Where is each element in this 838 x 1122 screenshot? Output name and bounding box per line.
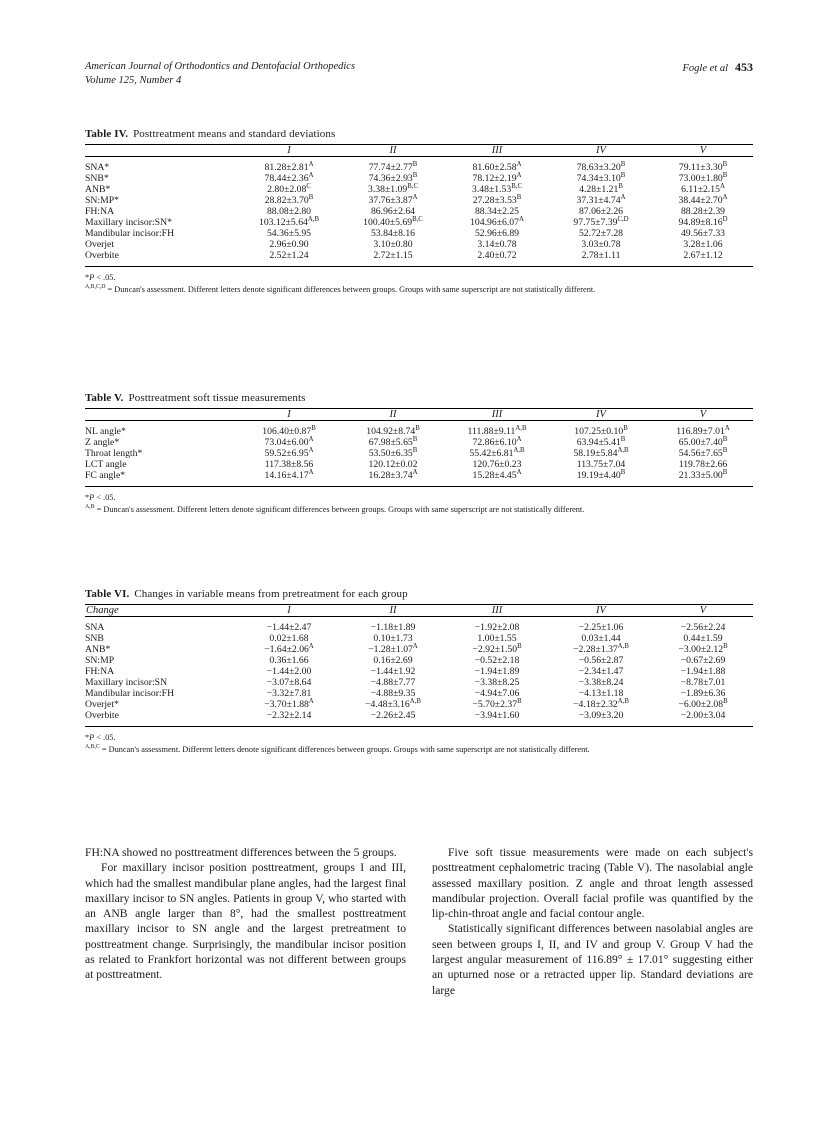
page-number: 453 <box>735 60 753 74</box>
table-cell: $59.52\pm 6.95^A$ <box>264 446 314 459</box>
table-cell: −0.52±2.18 <box>474 655 520 666</box>
table-cell: $53.50\pm 6.35^B$ <box>368 446 418 459</box>
column-header-4: IV <box>549 409 653 421</box>
table-title: Posttreatment soft tissue measurements <box>128 392 306 404</box>
body-paragraph: FH:NA showed no posttreatment differences between the 5 groups. <box>85 846 397 859</box>
table-cell: $21.33\pm 5.00^B$ <box>678 468 728 481</box>
table-bottom-rule <box>85 481 753 487</box>
table-title: Posttreatment means and standard deviations <box>133 128 336 140</box>
table-caption <box>85 392 753 404</box>
row-label: SNA <box>85 622 105 633</box>
table-cell: 53.84±8.16 <box>370 228 416 239</box>
table-cell: $73.00\pm 1.80^B$ <box>678 171 728 184</box>
row-label: FC angle* <box>85 470 126 481</box>
table-cell: −4.13±1.18 <box>578 688 624 699</box>
table-cell: $72.86\pm 6.10^A$ <box>472 435 522 448</box>
table-cell: 0.44±1.59 <box>683 633 723 644</box>
table-cell: 3.14±0.78 <box>477 239 517 250</box>
row-label: FH:NA <box>85 666 115 677</box>
table-cell: 52.72±7.28 <box>578 228 624 239</box>
row-label: Throat length* <box>85 448 143 459</box>
table-cell: $6.11\pm 2.15^A$ <box>681 182 725 195</box>
row-label: Mandibular incisor:FH <box>85 228 175 239</box>
table-cell: −3.07±8.64 <box>266 677 312 688</box>
table-cell: 88.08±2.80 <box>266 206 312 217</box>
table-cell: 88.34±2.25 <box>474 206 520 217</box>
table-cell: $97.75\pm 7.39^{C,D}$ <box>573 215 629 228</box>
table-cell: −2.26±2.45 <box>370 710 416 721</box>
table-cell: −3.09±3.20 <box>578 710 624 721</box>
row-label: LCT angle <box>85 459 127 470</box>
table-footnote <box>85 272 753 295</box>
table-cell: −1.89±6.36 <box>680 688 726 699</box>
journal-info <box>85 60 355 88</box>
column-header-5: V <box>653 145 753 157</box>
table-cell: $-1.64\pm 2.06^A$ <box>264 642 314 655</box>
column-header-1: I <box>237 409 341 421</box>
column-header-label <box>85 145 237 157</box>
table-number: Table V. <box>85 392 124 404</box>
row-label: ANB* <box>85 644 111 655</box>
table-cell: $81.60\pm 2.58^A$ <box>472 160 522 173</box>
column-header-3: III <box>445 409 549 421</box>
table-cell: 2.40±0.72 <box>477 250 517 261</box>
table-row <box>85 217 753 228</box>
table-cell: −3.94±1.60 <box>474 710 520 721</box>
table-cell: 120.76±0.23 <box>472 459 522 470</box>
table-cell: $-2.28\pm 1.37^{A,B}$ <box>573 642 629 655</box>
footnote-significance: *P < .05. <box>85 733 116 742</box>
body-paragraph: For maxillary incisor position posttreatment, groups I and III, which had the smallest mandibular plane angles, had the largest final maxillary incisor to SN angles. Patients in group V, who started with an ANB angle larger than 8°, had the smallest posttreatment maxillary incisor to SN angle and the largest pretreatment to posttreatment change. Surprisingly, the mandibular incisor position as related to Frankfort horizontal was not different between groups at posttreatment. <box>85 861 406 982</box>
table-cell: $54.56\pm 7.65^B$ <box>678 446 728 459</box>
table-cell: −3.32±7.81 <box>266 688 312 699</box>
row-label: Z angle* <box>85 437 120 448</box>
table-cell: $3.38\pm 1.09^{B,C}$ <box>368 182 418 195</box>
table-cell: 2.72±1.15 <box>373 250 413 261</box>
table-row <box>85 162 753 173</box>
table-row <box>85 448 753 459</box>
table-bottom-rule <box>85 261 753 267</box>
table-cell: $74.34\pm 3.10^B$ <box>576 171 626 184</box>
column-header-label <box>85 409 237 421</box>
table-cell: 2.67±1.12 <box>683 250 723 261</box>
footnote-duncan: $^{A,B,C,D}$ = Duncan's assessment. Different letters denote significant differences between groups. Groups with same superscript are not statistically different. <box>85 283 596 294</box>
table-row <box>85 622 753 633</box>
table-cell: −1.18±1.89 <box>370 622 416 633</box>
table-cell: 52.96±6.89 <box>474 228 520 239</box>
table-caption <box>85 128 753 140</box>
row-label: SNB <box>85 633 104 644</box>
table-cell: $58.19\pm 5.84^{A,B}$ <box>573 446 629 459</box>
table-block-4 <box>85 128 753 295</box>
table-cell: 49.56±7.33 <box>680 228 726 239</box>
table-cell: −1.44±2.47 <box>266 622 312 633</box>
table-row <box>85 184 753 195</box>
row-label: Overbite <box>85 250 119 261</box>
footnote-significance: *P < .05. <box>85 273 116 282</box>
table-cell: $73.04\pm 6.00^A$ <box>264 435 314 448</box>
table-cell: $67.98\pm 5.65^B$ <box>368 435 418 448</box>
data-table <box>85 408 753 487</box>
table-row <box>85 677 753 688</box>
table-cell: −0.56±2.87 <box>578 655 624 666</box>
table-cell: $107.25\pm 0.10^B$ <box>574 424 628 437</box>
table-cell: −3.38±8.25 <box>474 677 520 688</box>
table-cell: $81.28\pm 2.81^A$ <box>264 160 314 173</box>
table-cell: $78.44\pm 2.36^A$ <box>264 171 314 184</box>
table-cell: $-6.00\pm 2.08^B$ <box>678 697 728 710</box>
footnote-duncan: $^{A,B}$ = Duncan's assessment. Different letters denote significant differences between groups. Groups with same superscript are not statistically different. <box>85 503 585 514</box>
table-block-5 <box>85 392 753 515</box>
journal-title: American Journal of Orthodontics and Dentofacial Orthopedics <box>85 61 356 72</box>
row-label: ANB* <box>85 184 111 195</box>
column-header-3: III <box>445 605 549 617</box>
table-cell: $15.28\pm 4.45^A$ <box>472 468 522 481</box>
table-footnote <box>85 492 753 515</box>
table-row <box>85 470 753 481</box>
table-row <box>85 644 753 655</box>
table-row <box>85 195 753 206</box>
row-label: NL angle* <box>85 426 126 437</box>
column-header-1: I <box>237 605 341 617</box>
table-cell: $104.96\pm 6.07^A$ <box>470 215 524 228</box>
table-cell: $77.74\pm 2.77^B$ <box>368 160 418 173</box>
table-cell: $100.40\pm 5.69^{B,C}$ <box>363 215 423 228</box>
table-cell: 0.36±1.66 <box>269 655 309 666</box>
table-cell: −2.32±2.14 <box>266 710 312 721</box>
row-label: Mandibular incisor:FH <box>85 688 175 699</box>
body-paragraph: Statistically significant differences between nasolabial angles are seen between groups I, II, and IV and group V. Group V had the largest angular measurement of 116.89° ± 17.01° suggesting either an upturned nose or a retracted upper lip. Standard deviations are large <box>432 922 753 997</box>
table-caption <box>85 588 753 600</box>
table-cell: −0.67±2.69 <box>680 655 726 666</box>
table-cell: $37.31\pm 4.74^A$ <box>576 193 626 206</box>
table-number: Table VI. <box>85 588 130 600</box>
table-cell: −2.56±2.24 <box>680 622 726 633</box>
table-cell: $116.89\pm 7.01^A$ <box>676 424 730 437</box>
column-header-label: Change <box>85 605 237 617</box>
table-cell: $-2.92\pm 1.50^B$ <box>472 642 522 655</box>
table-cell: −3.38±8.24 <box>578 677 624 688</box>
table-block-6 <box>85 588 753 755</box>
table-cell: 54.36±5.95 <box>266 228 312 239</box>
column-header-3: III <box>445 145 549 157</box>
table-cell: $74.36\pm 2.93^B$ <box>368 171 418 184</box>
table-cell: −2.34±1.47 <box>578 666 624 677</box>
journal-volume: Volume 125, Number 4 <box>85 75 182 86</box>
body-text <box>85 845 753 998</box>
row-label: SN:MP <box>85 655 115 666</box>
table-cell: $-5.70\pm 2.37^B$ <box>472 697 522 710</box>
table-row <box>85 666 753 677</box>
table-cell: −1.92±2.08 <box>474 622 520 633</box>
table-cell: $94.89\pm 8.16^D$ <box>678 215 728 228</box>
table-cell: 3.03±0.78 <box>581 239 621 250</box>
row-label: Overjet* <box>85 699 119 710</box>
table-row <box>85 239 753 250</box>
table-cell: 0.16±2.69 <box>373 655 413 666</box>
table-cell: −4.88±7.77 <box>370 677 416 688</box>
table-cell: $104.92\pm 8.74^B$ <box>366 424 420 437</box>
table-row <box>85 437 753 448</box>
table-cell: −1.94±1.89 <box>474 666 520 677</box>
table-row <box>85 426 753 437</box>
table-cell: 2.96±0.90 <box>269 239 309 250</box>
row-label: Overjet <box>85 239 115 250</box>
table-cell: $38.44\pm 2.70^A$ <box>678 193 728 206</box>
table-row <box>85 633 753 644</box>
table-cell: 1.00±1.55 <box>477 633 517 644</box>
table-header-row <box>85 145 753 157</box>
column-header-2: II <box>341 409 445 421</box>
table-cell: $2.80\pm 2.08^C$ <box>267 182 311 195</box>
table-cell: $65.00\pm 7.40^B$ <box>678 435 728 448</box>
table-row <box>85 250 753 261</box>
row-label: SNB* <box>85 173 109 184</box>
table-cell: −1.94±1.88 <box>680 666 726 677</box>
table-cell: 113.75±7.04 <box>576 459 626 470</box>
table-cell: $37.76\pm 3.87^A$ <box>368 193 418 206</box>
table-row <box>85 710 753 721</box>
table-cell: $14.16\pm 4.17^A$ <box>264 468 314 481</box>
row-label: SN:MP* <box>85 195 119 206</box>
column-header-4: IV <box>549 605 653 617</box>
table-cell: 3.28±1.06 <box>683 239 723 250</box>
footnote-significance: *P < .05. <box>85 493 116 502</box>
column-header-1: I <box>237 145 341 157</box>
table-cell: $16.28\pm 3.74^A$ <box>368 468 418 481</box>
table-cell: 120.12±0.02 <box>368 459 418 470</box>
table-cell: $106.40\pm 0.87^B$ <box>262 424 316 437</box>
table-cell: 2.52±1.24 <box>269 250 309 261</box>
footnote-duncan: $^{A,B,C}$ = Duncan's assessment. Different letters denote significant differences between groups. Groups with same superscript are not statistically different. <box>85 743 590 754</box>
table-row <box>85 459 753 470</box>
table-cell: $4.28\pm 1.21^B$ <box>579 182 623 195</box>
table-cell: 119.78±2.66 <box>678 459 728 470</box>
table-cell: $-4.48\pm 3.16^{A,B}$ <box>365 697 421 710</box>
column-header-4: IV <box>549 145 653 157</box>
table-cell: $19.19\pm 4.40^B$ <box>576 468 626 481</box>
table-cell: $-4.18\pm 2.32^{A,B}$ <box>573 697 629 710</box>
data-table <box>85 604 753 727</box>
row-label: FH:NA <box>85 206 115 217</box>
table-bottom-rule <box>85 721 753 727</box>
table-cell: $-3.70\pm 1.88^A$ <box>264 697 314 710</box>
table-cell: $78.63\pm 3.20^B$ <box>576 160 626 173</box>
table-cell: −8.78±7.01 <box>680 677 726 688</box>
table-number: Table IV. <box>85 128 129 140</box>
author-names: Fogle et al <box>682 63 728 74</box>
body-column-right <box>432 845 753 998</box>
table-cell: $55.42\pm 6.81^{A,B}$ <box>469 446 525 459</box>
running-head-right <box>683 60 754 76</box>
row-label: Maxillary incisor:SN <box>85 677 168 688</box>
row-label: Maxillary incisor:SN* <box>85 217 172 228</box>
table-cell: 0.10±1.73 <box>373 633 413 644</box>
table-cell: −1.44±1.92 <box>370 666 416 677</box>
table-cell: 0.03±1.44 <box>581 633 621 644</box>
table-header-row <box>85 409 753 421</box>
table-cell: 86.96±2.64 <box>370 206 416 217</box>
table-cell: 88.28±2.39 <box>680 206 726 217</box>
body-paragraph: Five soft tissue measurements were made on each subject's posttreatment cephalometric tracing (Table V). The nasolabial angle assessed maxillary position. Z angle and throat length assessed mandibular projection. Overall facial profile was quantified by the lip-chin-throat angle and facial contour angle. <box>432 846 753 921</box>
table-footnote <box>85 732 753 755</box>
table-cell: −2.00±3.04 <box>680 710 726 721</box>
table-title: Changes in variable means from pretreatment for each group <box>134 588 408 600</box>
table-row <box>85 699 753 710</box>
column-header-2: II <box>341 145 445 157</box>
row-label: Overbite <box>85 710 119 721</box>
column-header-2: II <box>341 605 445 617</box>
table-cell: 117.38±8.56 <box>264 459 314 470</box>
column-header-5: V <box>653 605 753 617</box>
column-header-5: V <box>653 409 753 421</box>
table-cell: $63.94\pm 5.41^B$ <box>576 435 626 448</box>
table-cell: $-3.00\pm 2.12^B$ <box>678 642 728 655</box>
table-cell: $103.12\pm 5.64^{A,B}$ <box>258 215 320 228</box>
body-column-left <box>85 845 406 998</box>
data-table <box>85 144 753 267</box>
row-label: SNA* <box>85 162 110 173</box>
table-header-row <box>85 605 753 617</box>
table-cell: $3.48\pm 1.53^{B,C}$ <box>472 182 522 195</box>
table-row <box>85 228 753 239</box>
table-cell: $-1.28\pm 1.07^A$ <box>368 642 418 655</box>
table-cell: −2.25±1.06 <box>578 622 624 633</box>
table-cell: 0.02±1.68 <box>269 633 309 644</box>
running-head <box>85 60 753 88</box>
table-cell: −4.94±7.06 <box>474 688 520 699</box>
table-row <box>85 173 753 184</box>
table-row <box>85 655 753 666</box>
table-cell: $79.11\pm 3.30^B$ <box>678 160 728 173</box>
table-cell: 2.78±1.11 <box>581 250 621 261</box>
table-cell: $28.82\pm 3.70^B$ <box>264 193 314 206</box>
table-cell: −1.44±2.00 <box>266 666 312 677</box>
table-cell: −4.88±9.35 <box>370 688 416 699</box>
table-cell: $78.12\pm 2.19^A$ <box>472 171 522 184</box>
table-cell: $111.88\pm 9.11^{A,B}$ <box>467 424 527 437</box>
table-cell: $27.28\pm 3.53^B$ <box>472 193 522 206</box>
table-cell: 87.06±2.26 <box>578 206 624 217</box>
table-cell: 3.10±0.80 <box>373 239 413 250</box>
